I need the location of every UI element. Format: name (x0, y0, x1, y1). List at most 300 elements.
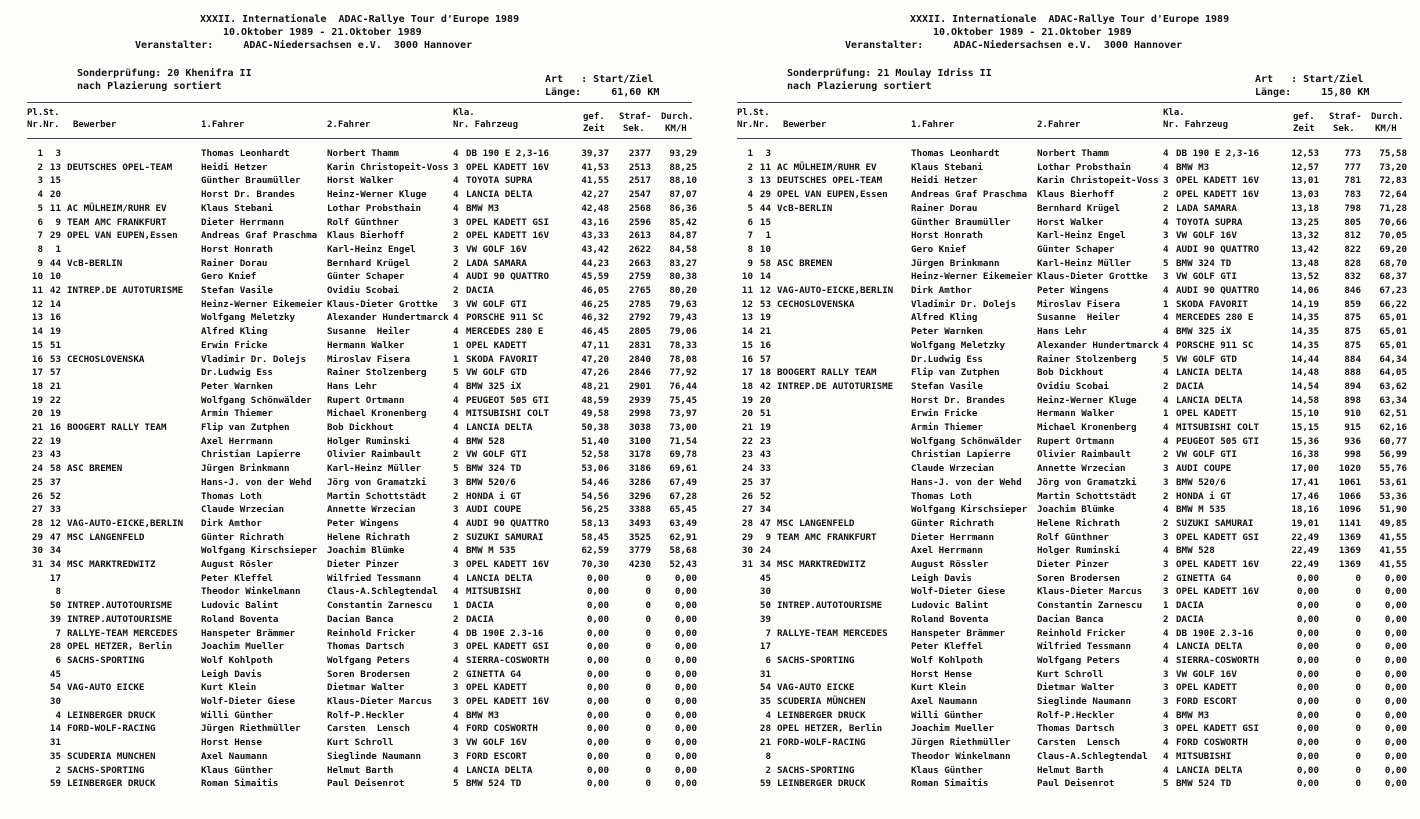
stage-name: Sonderprüfung: 21 Moulay Idriss II (787, 68, 992, 79)
cell-driver2: Michael Kronenberg (327, 408, 427, 420)
cell-speed: 65,01 (1379, 312, 1407, 324)
col-head-place: Pl.St. (737, 108, 770, 118)
cell-start-no: 12 (759, 285, 771, 296)
cell-driver1: Hanspeter Brämmer (911, 627, 1006, 639)
cell-entrant (67, 381, 199, 393)
cell-driver2: Helmut Barth (1037, 764, 1104, 776)
cell-entrant: OPEL VAN EUPEN,Essen (777, 189, 888, 201)
cell-time: 46,45 (581, 326, 609, 338)
cell-class: 3 (1163, 271, 1169, 283)
cell-driver2: Sieglinde Naumann (327, 750, 422, 762)
cell-time: 12,53 (1291, 148, 1319, 159)
cell-start-no: 53 (49, 353, 61, 365)
cell-car: MERCEDES 280 E (466, 326, 544, 338)
cell-driver1: Claude Wrzecian (911, 463, 994, 475)
cell-speed: 80,38 (669, 271, 697, 283)
cell-start-no: 29 (49, 230, 61, 242)
cell-time: 13,03 (1291, 189, 1319, 201)
cell-car: BMW 325 iX (1176, 326, 1232, 338)
cell-driver1: Jürgen Brinkmann (201, 463, 290, 475)
cell-penalty: 1020 (1338, 463, 1361, 475)
cell-driver2: Constantin Zarnescu (327, 600, 433, 612)
cell-penalty: 3388 (628, 504, 651, 516)
cell-driver1: Heidi Hetzer (911, 175, 978, 187)
cell-start-no: 31 (759, 668, 771, 680)
cell-penalty: 3100 (628, 435, 651, 447)
cell-driver1: Klaus Günther (201, 764, 273, 776)
header-title: XXXII. Internationale ADAC-Rallye Tour d'Europe 1989 (200, 14, 520, 25)
cell-class: 4 (1163, 545, 1169, 557)
cell-class: 4 (1163, 148, 1169, 159)
cell-start-no: 17 (759, 641, 771, 653)
cell-driver2: Soren Brodersen (327, 668, 410, 680)
cell-start-no: 3 (55, 148, 61, 159)
cell-class: 4 (1163, 339, 1169, 351)
cell-car: BMW 524 TD (466, 778, 522, 790)
cell-time: 46,05 (581, 285, 609, 296)
cell-penalty: 0 (645, 627, 651, 639)
cell-class: 1 (453, 353, 459, 365)
col-head-car: Nr. Fahrzeug (453, 120, 519, 130)
cell-car: LANCIA DELTA (466, 422, 533, 433)
cell-time: 39,37 (581, 148, 609, 159)
cell-car: AUDI 90 QUATTRO (1176, 243, 1259, 255)
cell-time: 48,21 (581, 380, 609, 392)
cell-start-no: 42 (49, 285, 61, 296)
cell-place (737, 778, 753, 790)
cell-class: 2 (1163, 613, 1169, 625)
cell-entrant (777, 449, 909, 461)
cell-car: LANCIA DELTA (1176, 764, 1243, 776)
cell-start-no: 12 (49, 517, 61, 529)
header-rule (27, 138, 692, 139)
cell-penalty: 1369 (1338, 545, 1361, 557)
cell-time: 13,32 (1291, 230, 1319, 242)
cell-class: 4 (453, 517, 459, 529)
cell-car: VW GOLF GTD (1176, 353, 1237, 365)
cell-penalty: 846 (1344, 285, 1361, 296)
cell-driver2: Holger Ruminski (1037, 545, 1120, 557)
cell-class: 5 (1163, 257, 1169, 269)
cell-penalty: 3178 (628, 449, 651, 461)
cell-speed: 0,00 (674, 641, 697, 653)
cell-driver1: Horst Dr. Brandes (201, 189, 296, 201)
cell-driver1: Vladimir Dr. Dolejs (911, 298, 1017, 310)
cell-entrant (777, 354, 909, 366)
cell-class: 4 (1163, 750, 1169, 762)
cell-time: 0,00 (586, 737, 609, 749)
cell-class: 2 (453, 230, 459, 242)
cell-car: MITSUBISHI (466, 586, 522, 598)
cell-time: 48,59 (581, 394, 609, 406)
cell-car: OPEL KADETT (466, 339, 527, 351)
cell-start-no: 6 (765, 654, 771, 666)
cell-start-no: 15 (759, 216, 771, 228)
stage-length: Länge: 15,80 KM (1255, 87, 1370, 98)
cell-driver2: Karl-Heinz Engel (327, 243, 416, 255)
cell-start-no: 8 (765, 750, 771, 762)
cell-penalty: 832 (1344, 271, 1361, 283)
stage-type: Art : Start/Ziel (545, 74, 654, 85)
cell-place: 9 (747, 257, 753, 269)
cell-speed: 0,00 (1384, 778, 1407, 790)
cell-driver2: Günter Schaper (1037, 243, 1115, 255)
cell-car: DACIA (466, 613, 494, 625)
cell-time: 41,55 (581, 175, 609, 187)
cell-entrant (67, 189, 199, 201)
cell-start-no: 1 (55, 243, 61, 255)
cell-time: 43,33 (581, 230, 609, 242)
cell-place: 23 (31, 449, 43, 461)
cell-driver1: Roman Simaitis (911, 778, 989, 790)
cell-start-no: 50 (759, 600, 771, 612)
cell-car: DACIA (466, 285, 494, 296)
cell-driver2: Thomas Dartsch (327, 641, 405, 653)
sort-note: nach Plazierung sortiert (77, 81, 222, 92)
cell-speed: 88,25 (669, 161, 697, 173)
cell-penalty: 2663 (628, 257, 651, 269)
cell-entrant (777, 395, 909, 407)
cell-time: 0,00 (586, 723, 609, 735)
cell-car: VW GOLF GTI (466, 298, 527, 310)
cell-car: BMW M3 (1176, 161, 1210, 173)
cell-start-no: 37 (759, 476, 771, 488)
cell-car: VW GOLF GTI (466, 449, 527, 461)
cell-driver2: Hans Lehr (1037, 326, 1087, 338)
cell-car: OPEL KADETT 16V (466, 230, 549, 242)
cell-time: 0,00 (586, 641, 609, 653)
cell-penalty: 773 (1344, 148, 1361, 159)
cell-class: 4 (453, 545, 459, 557)
cell-driver2: Karin Christopeit-Voss (1037, 175, 1159, 187)
cell-class: 4 (453, 408, 459, 420)
cell-time: 22,49 (1291, 559, 1319, 570)
cell-car: LANCIA DELTA (466, 189, 533, 201)
cell-place: 18 (31, 380, 43, 392)
cell-penalty: 1061 (1338, 476, 1361, 488)
cell-place: 24 (741, 463, 753, 475)
cell-driver1: Dieter Herrmann (201, 216, 284, 228)
cell-penalty: 859 (1344, 298, 1361, 310)
cell-penalty: 998 (1344, 449, 1361, 461)
cell-speed: 73,97 (669, 408, 697, 420)
cell-speed: 0,00 (674, 682, 697, 694)
cell-class: 3 (1163, 463, 1169, 475)
cell-driver2: Dacian Banca (1037, 613, 1104, 625)
cell-start-no: 9 (55, 216, 61, 228)
cell-penalty: 783 (1344, 189, 1361, 201)
cell-driver2: Ovidiu Scobai (1037, 380, 1109, 392)
cell-driver2: Carsten Lensch (1037, 737, 1120, 749)
cell-driver1: Thomas Leonhardt (911, 148, 1000, 159)
cell-place: 23 (741, 449, 753, 461)
cell-entrant (67, 244, 199, 256)
col-head-class: Kla. (1163, 108, 1185, 118)
cell-class: 4 (1163, 709, 1169, 721)
cell-speed: 0,00 (1384, 641, 1407, 653)
cell-start-no: 51 (49, 339, 61, 351)
cell-penalty: 0 (645, 709, 651, 721)
col-head-speed2: KM/H (665, 124, 687, 134)
cell-place: 31 (741, 559, 753, 570)
cell-car: OPEL KADETT 16V (466, 161, 549, 173)
cell-car: DB 190E 2.3-16 (1176, 627, 1254, 639)
cell-start-no: 17 (49, 572, 61, 584)
cell-start-no: 28 (759, 723, 771, 735)
cell-speed: 0,00 (674, 723, 697, 735)
cell-speed: 69,78 (669, 449, 697, 461)
cell-class: 3 (1163, 668, 1169, 680)
cell-driver1: Rainer Dorau (911, 202, 978, 214)
cell-start-no: 16 (759, 339, 771, 351)
cell-driver2: Wilfried Tessmann (1037, 641, 1132, 653)
cell-place: 28 (31, 517, 43, 529)
cell-speed: 0,00 (1384, 654, 1407, 666)
cell-place (737, 710, 753, 722)
cell-entrant (777, 244, 909, 256)
cell-speed: 0,00 (674, 586, 697, 598)
cell-place: 14 (741, 326, 753, 338)
cell-place: 5 (37, 202, 43, 214)
cell-driver1: Roman Simaitis (201, 778, 279, 790)
cell-driver1: Dr.Ludwig Ess (201, 367, 273, 379)
cell-driver2: Wilfried Tessmann (327, 572, 422, 584)
cell-class: 4 (1163, 654, 1169, 666)
cell-driver1: Stefan Vasile (201, 285, 273, 296)
cell-penalty: 0 (645, 682, 651, 694)
cell-place (27, 765, 43, 777)
cell-entrant (777, 148, 909, 160)
cell-entrant (67, 504, 199, 516)
cell-start-no: 21 (49, 380, 61, 392)
cell-driver1: Wolfgang Kirschsieper (201, 545, 318, 557)
cell-car: TOYOTA SUPRA (1176, 216, 1243, 228)
cell-class: 1 (1163, 298, 1169, 310)
cell-start-no: 14 (49, 723, 61, 735)
cell-speed: 0,00 (1384, 737, 1407, 749)
cell-driver1: Klaus Stebani (911, 161, 983, 173)
cell-entrant: BOOGERT RALLY TEAM (67, 422, 167, 433)
cell-driver1: Andreas Graf Praschma (201, 230, 318, 242)
cell-driver2: Dietmar Walter (327, 682, 405, 694)
cell-driver2: Joachim Blümke (327, 545, 405, 557)
cell-time: 13,18 (1291, 202, 1319, 214)
cell-place: 24 (31, 463, 43, 475)
cell-driver1: Theodor Winkelmann (201, 586, 301, 598)
cell-car: OPEL KADETT 16V (1176, 189, 1259, 201)
cell-speed: 88,10 (669, 175, 697, 187)
cell-time: 0,00 (1296, 668, 1319, 680)
cell-speed: 0,00 (1384, 764, 1407, 776)
cell-class: 3 (1163, 559, 1169, 570)
cell-car: OPEL KADETT 16V (1176, 175, 1259, 187)
cell-place: 11 (31, 285, 43, 296)
cell-driver2: Ovidiu Scobai (327, 285, 399, 296)
cell-class: 3 (453, 216, 459, 228)
cell-car: OPEL KADETT GSI (1176, 531, 1259, 543)
cell-driver1: Günter Richrath (911, 517, 994, 529)
cell-driver2: Paul Deisenrot (327, 778, 405, 790)
cell-class: 3 (453, 682, 459, 694)
cell-car: PEUGEOT 505 GTI (1176, 435, 1259, 447)
cell-car: VW GOLF GTI (1176, 449, 1237, 461)
cell-class: 4 (1163, 435, 1169, 447)
cell-class: 2 (1163, 380, 1169, 392)
cell-time: 0,00 (1296, 586, 1319, 598)
cell-penalty: 781 (1344, 175, 1361, 187)
cell-speed: 93,29 (669, 148, 697, 159)
cell-penalty: 0 (645, 764, 651, 776)
cell-class: 3 (453, 504, 459, 516)
cell-class: 4 (1163, 367, 1169, 379)
cell-driver1: Dirk Amthor (201, 517, 262, 529)
cell-place: 16 (31, 353, 43, 365)
cell-driver1: Dirk Amthor (911, 285, 972, 296)
cell-start-no: 2 (55, 764, 61, 776)
cell-driver2: Alexander Hundertmarck (1037, 339, 1159, 351)
cell-car: SKODA FAVORIT (1176, 298, 1248, 310)
cell-entrant: AC MÜLHEIM/RUHR EV (777, 161, 877, 173)
cell-car: SKODA FAVORIT (466, 353, 538, 365)
cell-speed: 67,23 (1379, 285, 1407, 296)
cell-time: 54,46 (581, 476, 609, 488)
cell-penalty: 0 (1355, 709, 1361, 721)
cell-place (737, 641, 753, 653)
cell-place (737, 751, 753, 763)
cell-time: 14,35 (1291, 312, 1319, 324)
cell-car: BMW M3 (466, 709, 500, 721)
cell-driver1: Erwin Fricke (201, 339, 268, 351)
cell-driver1: Wolfgang Schönwälder (911, 435, 1022, 447)
cell-start-no: 16 (49, 422, 61, 433)
cell-start-no: 2 (765, 764, 771, 776)
cell-start-no: 54 (759, 682, 771, 694)
cell-start-no: 6 (55, 654, 61, 666)
cell-speed: 49,85 (1379, 517, 1407, 529)
cell-speed: 76,44 (669, 380, 697, 392)
cell-place: 29 (741, 531, 753, 543)
cell-driver1: Wolfgang Meletzky (201, 312, 296, 324)
cell-car: BMW 324 TD (466, 463, 522, 475)
cell-speed: 0,00 (1384, 613, 1407, 625)
cell-entrant: MSC LANGENFELD (777, 517, 855, 529)
cell-driver1: Heinz-Werner Eikemeier (201, 298, 323, 310)
cell-car: DACIA (1176, 613, 1204, 625)
cell-place: 20 (741, 408, 753, 420)
cell-speed: 67,49 (669, 476, 697, 488)
cell-time: 43,16 (581, 216, 609, 228)
cell-time: 0,00 (1296, 641, 1319, 653)
cell-car: TOYOTA SUPRA (466, 175, 533, 187)
cell-start-no: 20 (759, 394, 771, 406)
cell-place: 16 (741, 353, 753, 365)
cell-driver2: Jörg von Gramatzki (1037, 476, 1137, 488)
cell-entrant: SCUDERIA MÜNCHEN (777, 696, 866, 707)
cell-place (27, 614, 43, 626)
cell-class: 3 (1163, 682, 1169, 694)
cell-speed: 0,00 (674, 613, 697, 625)
cell-penalty: 0 (1355, 750, 1361, 762)
cell-place: 21 (31, 422, 43, 433)
cell-start-no: 57 (759, 353, 771, 365)
cell-driver2: Klaus-Dieter Marcus (327, 696, 433, 707)
cell-car: AUDI 90 QUATTRO (466, 517, 549, 529)
col-head-entrant: Bewerber (783, 120, 827, 130)
cell-driver1: Flip van Zutphen (911, 367, 1000, 379)
cell-driver1: Gero Knief (201, 271, 257, 283)
cell-entrant: OPEL HETZER, Berlin (777, 723, 883, 735)
cell-start-no: 47 (759, 517, 771, 529)
cell-car: BMW 524 TD (1176, 778, 1232, 790)
cell-time: 0,00 (586, 709, 609, 721)
cell-class: 4 (453, 654, 459, 666)
cell-start-no: 19 (759, 312, 771, 324)
cell-time: 42,27 (581, 189, 609, 201)
cell-penalty: 894 (1344, 380, 1361, 392)
cell-time: 50,38 (581, 422, 609, 433)
cell-car: VW GOLF 16V (466, 737, 527, 749)
cell-penalty: 2377 (628, 148, 651, 159)
cell-place: 15 (741, 339, 753, 351)
cell-entrant: INTREP.AUTOTOURISME (67, 600, 173, 612)
cell-driver1: Peter Warnken (201, 380, 273, 392)
cell-car: DACIA (1176, 380, 1204, 392)
cell-driver2: Dacian Banca (327, 613, 394, 625)
cell-car: DB 190 E 2,3-16 (466, 148, 549, 159)
cell-driver2: Wolfgang Peters (1037, 654, 1120, 666)
top-rule (737, 102, 1402, 103)
cell-class: 3 (1163, 476, 1169, 488)
cell-place: 2 (747, 161, 753, 173)
cell-driver1: Roland Boventa (911, 613, 989, 625)
cell-driver2: Lothar Probsthain (327, 202, 422, 214)
cell-entrant: VAG-AUTO EICKE (67, 682, 145, 694)
cell-penalty: 888 (1344, 367, 1361, 379)
cell-penalty: 2901 (628, 380, 651, 392)
cell-driver1: Alfred Kling (201, 326, 268, 338)
cell-penalty: 0 (1355, 682, 1361, 694)
cell-class: 5 (453, 463, 459, 475)
cell-time: 56,25 (581, 504, 609, 516)
cell-driver2: Martin Schottstädt (327, 490, 427, 502)
cell-place: 13 (31, 312, 43, 324)
cell-time: 22,49 (1291, 531, 1319, 543)
cell-place: 2 (37, 161, 43, 173)
cell-driver2: Susanne Heiler (327, 326, 410, 338)
cell-class: 3 (453, 641, 459, 653)
cell-place: 20 (31, 408, 43, 420)
cell-penalty: 0 (1355, 696, 1361, 707)
cell-driver1: Axel Herrmann (911, 545, 983, 557)
cell-entrant (777, 573, 909, 585)
cell-speed: 62,16 (1379, 422, 1407, 433)
cell-entrant (777, 491, 909, 503)
col-head-time1: gef. (583, 112, 605, 122)
cell-penalty: 884 (1344, 353, 1361, 365)
cell-car: MERCEDES 280 E (1176, 312, 1254, 324)
cell-speed: 0,00 (674, 654, 697, 666)
cell-entrant: ASC BREMEN (67, 463, 123, 475)
cell-start-no: 1 (765, 230, 771, 242)
cell-class: 4 (453, 380, 459, 392)
cell-driver1: Joachim Mueller (201, 641, 284, 653)
cell-driver2: Heinz-Werner Kluge (1037, 394, 1137, 406)
cell-driver1: Günther Braumüller (911, 216, 1011, 228)
cell-entrant: AC MÜLHEIM/RUHR EV (67, 202, 167, 214)
cell-place: 27 (741, 504, 753, 516)
cell-speed: 0,00 (1384, 750, 1407, 762)
cell-entrant (777, 271, 909, 283)
